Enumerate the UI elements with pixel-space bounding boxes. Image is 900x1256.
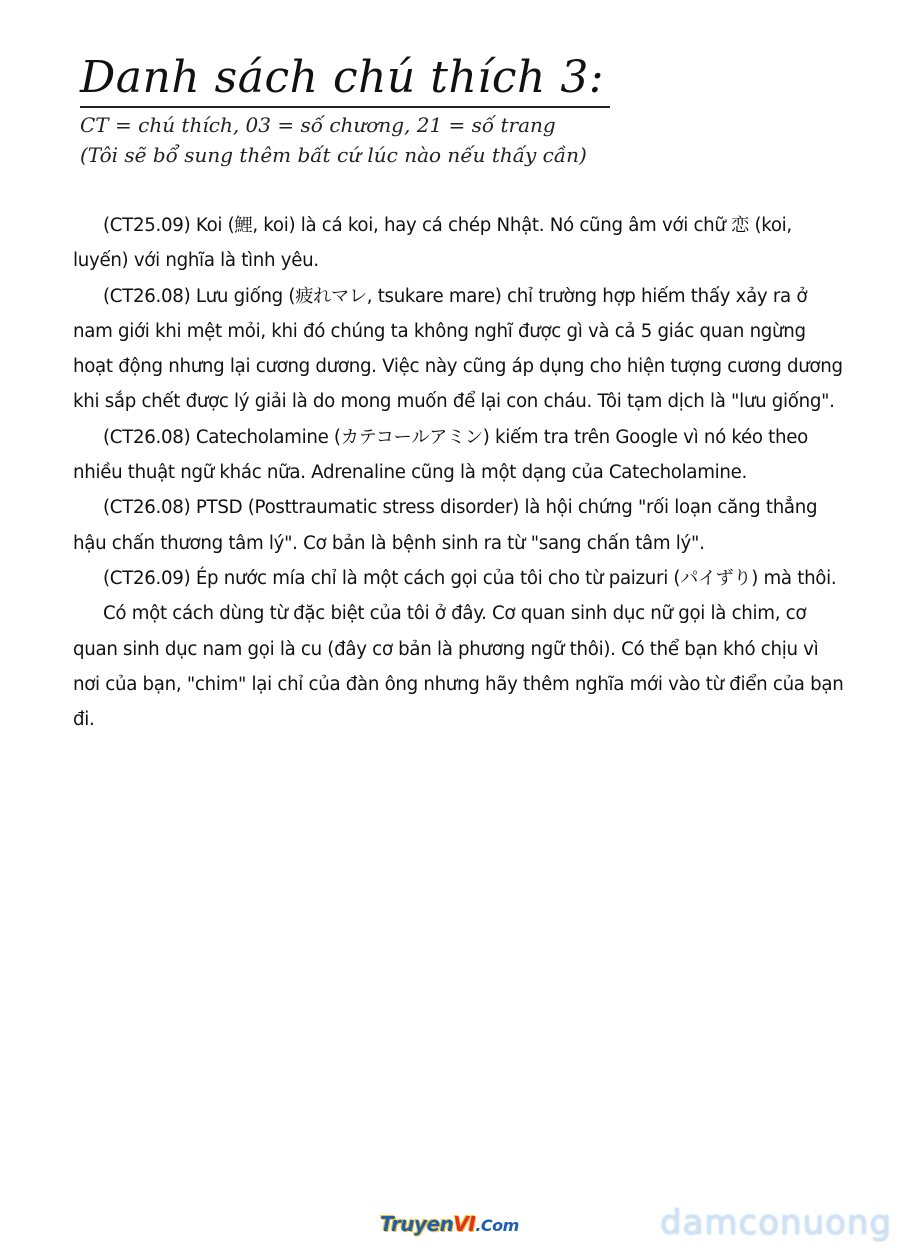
note-item: Có một cách dùng từ đặc biệt của tôi ở đây. Cơ quan sinh dục nữ gọi là chim, cơ quan sinh dục nam gọi là cu (đây cơ bản là phương ngữ thôi). Có thể bạn khó chịu vì nơi của bạn, "chim" lại chỉ của đàn ông nhưng hãy thêm nghĩa mới vào từ điển của bạn đi.	[73, 603, 844, 731]
truyenvi-logo-text-b: VI	[453, 1212, 476, 1236]
page-header	[80, 50, 640, 170]
abbreviation-legend: CT = chú thích, 03 = số chương, 21 = số trang	[80, 113, 556, 137]
truyenvi-logo	[380, 1212, 519, 1236]
note-item: (CT26.08) Lưu giống (疲れマレ, tsukare mare) chỉ trường hợp hiếm thấy xảy ra ở nam giới khi mệt mỏi, khi đó chúng ta không nghĩ được gì và cả 5 giác quan ngừng hoạt động nhưng lại cương dương. Việc này cũng áp dụng cho hiện tượng cương dương khi sắp chết được lý giải là do mong muốn để lại con cháu. Tôi tạm dịch là "lưu giống".	[73, 285, 843, 413]
note-item: (CT26.08) PTSD (Posttraumatic stress disorder) là hội chứng "rối loạn căng thẳng hậu chấn thương tâm lý". Cơ bản là bệnh sinh ra từ "sang chấn tâm lý".	[73, 497, 818, 554]
damconuong-watermark: damconuong	[660, 1203, 893, 1243]
note-item: (CT26.09) Ép nước mía chỉ là một cách gọi của tôi cho từ paizuri (パイずり) mà thôi.	[103, 567, 837, 589]
update-note: (Tôi sẽ bổ sung thêm bất cứ lúc nào nếu thấy cần)	[80, 143, 587, 167]
truyenvi-logo-text-a: Truyen	[380, 1212, 454, 1236]
page-title: Danh sách chú thích 3:	[80, 50, 610, 108]
truyenvi-logo-text-c: .Com	[475, 1216, 519, 1235]
notes-list	[73, 208, 848, 737]
note-item: (CT25.09) Koi (鯉, koi) là cá koi, hay cá chép Nhật. Nó cũng âm với chữ 恋 (koi, luyến) với nghĩa là tình yêu.	[73, 215, 792, 272]
note-item: (CT26.08) Catecholamine (カテコールアミン) kiếm tra trên Google vì nó kéo theo nhiều thuật ngữ khác nữa. Adrenaline cũng là một dạng của Catecholamine.	[73, 426, 808, 484]
